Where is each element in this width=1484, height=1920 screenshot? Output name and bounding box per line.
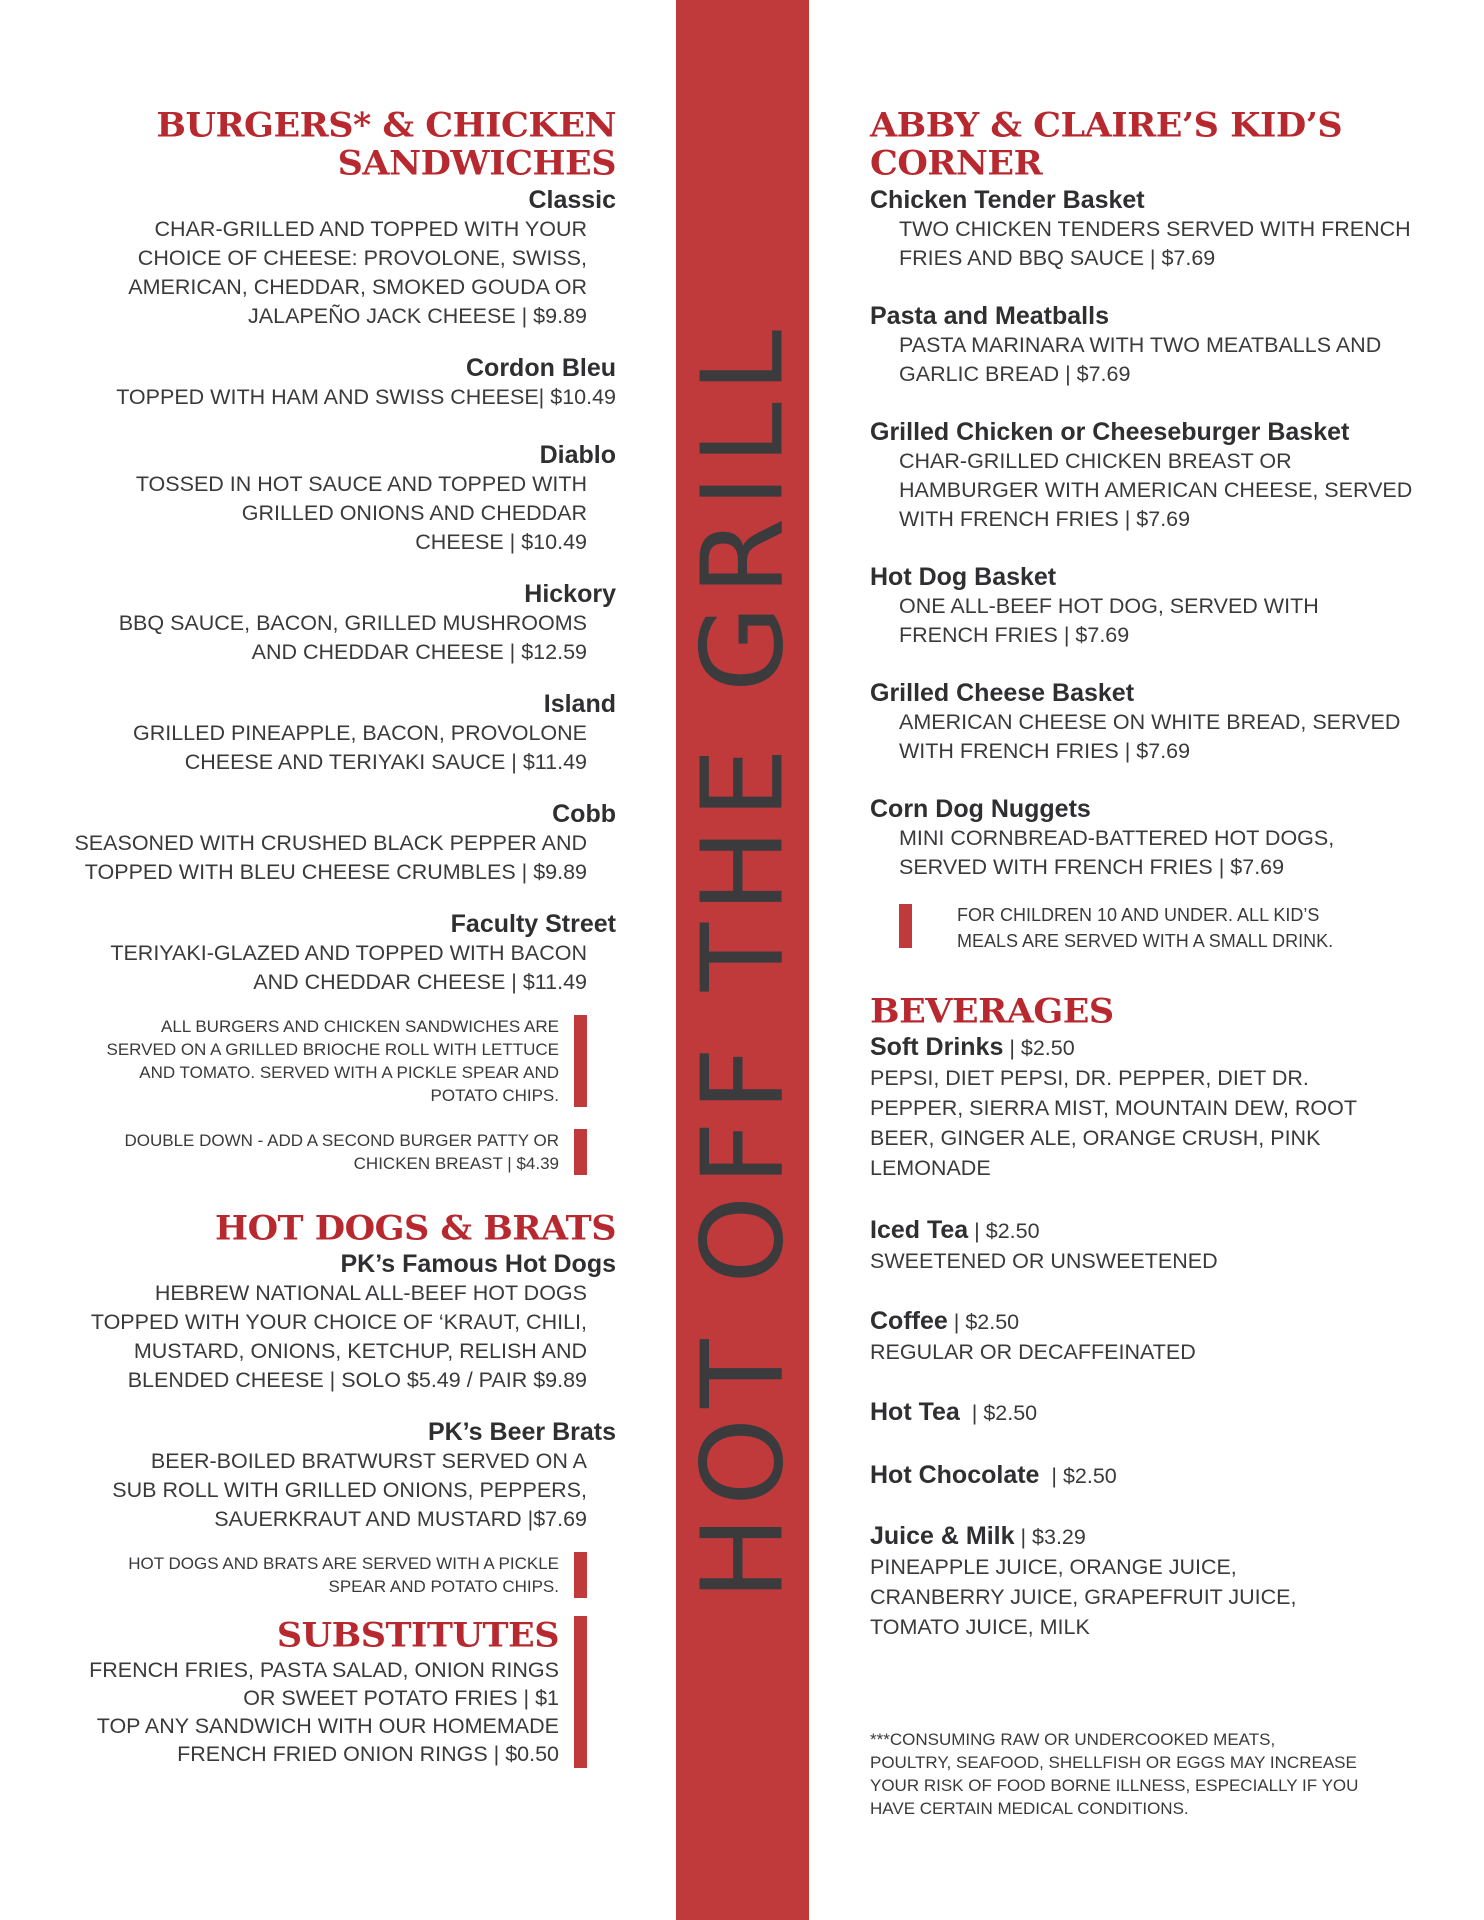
beverage-title (870, 1032, 1430, 1063)
item-name: Faculty Street (450, 910, 616, 938)
accent-bar (899, 904, 912, 948)
beverage-name: Juice & Milk (870, 1522, 1015, 1550)
beverage-iced-tea (870, 1215, 1430, 1276)
menu-item-diablo (60, 440, 616, 557)
desc-line: JALAPEÑO JACK CHEESE | $9.89 (248, 304, 587, 328)
item-name: Cordon Bleu (466, 354, 616, 382)
menu-item-cobb (60, 799, 616, 887)
beverage-title (870, 1460, 1430, 1491)
desc-line: FRIES AND BBQ SAUCE | $7.69 (899, 246, 1216, 270)
desc-line: AMERICAN, CHEDDAR, SMOKED GOUDA OR (128, 275, 587, 299)
note-line: DOUBLE DOWN - ADD A SECOND BURGER PATTY OR (124, 1131, 559, 1150)
substitutes-description (60, 1656, 559, 1768)
beverage-description (870, 1337, 1430, 1367)
disclaimer-line: YOUR RISK OF FOOD BORNE ILLNESS, ESPECIALLY IF YOU (870, 1776, 1359, 1795)
menu-item-classic (60, 185, 616, 331)
desc-line: BLENDED CHEESE | SOLO $5.49 / PAIR $9.89 (127, 1368, 587, 1392)
item-description (60, 609, 616, 667)
beverage-description (870, 1246, 1430, 1276)
desc-line: OR SWEET POTATO FRIES | $1 (243, 1686, 559, 1710)
desc-line: CHAR-GRILLED AND TOPPED WITH YOUR (154, 217, 587, 241)
desc-line: BBQ SAUCE, BACON, GRILLED MUSHROOMS (118, 611, 587, 635)
desc-line: TOMATO JUICE, MILK (870, 1615, 1090, 1639)
beverage-hot-tea (870, 1397, 1430, 1428)
note-line: FOR CHILDREN 10 AND UNDER. ALL KID’S (957, 905, 1320, 925)
item-description (60, 719, 616, 777)
desc-line: MINI CORNBREAD-BATTERED HOT DOGS, (899, 826, 1335, 850)
menu-item-faculty-street (60, 909, 616, 997)
desc-line: CHAR-GRILLED CHICKEN BREAST OR (899, 449, 1292, 473)
note-line: HOT DOGS AND BRATS ARE SERVED WITH A PICKLE (128, 1554, 559, 1573)
desc-line: SAUERKRAUT AND MUSTARD |$7.69 (214, 1507, 587, 1531)
item-name: Hickory (524, 580, 616, 608)
desc-line: BEER, GINGER ALE, ORANGE CRUSH, PINK (870, 1126, 1321, 1150)
item-description (60, 383, 616, 412)
item-description (870, 824, 1430, 882)
hotdogs-note (60, 1552, 587, 1598)
beverage-description (870, 1552, 1430, 1642)
desc-line: GRILLED PINEAPPLE, BACON, PROVOLONE (132, 721, 587, 745)
desc-line: CHEESE | $10.49 (415, 530, 587, 554)
desc-line: TWO CHICKEN TENDERS SERVED WITH FRENCH (899, 217, 1411, 241)
desc-line: AMERICAN CHEESE ON WHITE BREAD, SERVED (899, 710, 1401, 734)
menu-item-corn-dog-nuggets (870, 794, 1430, 882)
hotdogs-heading: HOT DOGS & BRATS (215, 1209, 616, 1248)
menu-item-hickory (60, 579, 616, 667)
banner-title: HOT OFF THE GRILL (677, 319, 808, 1601)
item-name: PK’s Beer Brats (427, 1418, 616, 1446)
beverage-title (870, 1306, 1430, 1337)
accent-bar (574, 1616, 587, 1768)
desc-line: SWEETENED OR UNSWEETENED (870, 1249, 1218, 1273)
note-line: ALL BURGERS AND CHICKEN SANDWICHES ARE (160, 1017, 559, 1036)
item-description (870, 592, 1430, 650)
desc-line: TOSSED IN HOT SAUCE AND TOPPED WITH (135, 472, 587, 496)
beverage-coffee (870, 1306, 1430, 1367)
desc-line: CHEESE AND TERIYAKI SAUCE | $11.49 (184, 750, 587, 774)
beverage-juice-and-milk (870, 1521, 1430, 1642)
item-name: Grilled Cheese Basket (870, 679, 1135, 707)
item-description (870, 708, 1430, 766)
note-line: MEALS ARE SERVED WITH A SMALL DRINK. (957, 931, 1334, 951)
menu-item-pasta-and-meatballs (870, 301, 1430, 389)
menu-item-pks-famous-hot-dogs (60, 1249, 616, 1395)
desc-line: TOPPED WITH BLEU CHEESE CRUMBLES | $9.89 (84, 860, 587, 884)
item-description (870, 331, 1430, 389)
health-disclaimer (870, 1728, 1430, 1820)
item-name: Pasta and Meatballs (870, 302, 1109, 330)
beverage-price: | $2.50 (1039, 1464, 1117, 1488)
menu-item-chicken-tender-basket (870, 185, 1430, 273)
double-down-note (60, 1129, 587, 1175)
desc-line: WITH FRENCH FRIES | $7.69 (899, 739, 1191, 763)
side-banner (676, 0, 809, 1920)
item-description (60, 829, 616, 887)
note-line: CHICKEN BREAST | $4.39 (353, 1154, 559, 1173)
item-name: Hot Dog Basket (870, 563, 1057, 591)
desc-line: REGULAR OR DECAFFEINATED (870, 1340, 1196, 1364)
item-name: Corn Dog Nuggets (870, 795, 1091, 823)
beverage-hot-chocolate (870, 1460, 1430, 1491)
beverage-name: Soft Drinks (870, 1033, 1004, 1061)
desc-line: PASTA MARINARA WITH TWO MEATBALLS AND (899, 333, 1382, 357)
menu-item-grilled-chicken-or-cheeseburger-basket (870, 417, 1430, 534)
desc-line: TOPPED WITH HAM AND SWISS CHEESE| $10.49 (116, 385, 616, 409)
beverage-name: Hot Tea (870, 1398, 960, 1426)
burgers-heading-line1: BURGERS* & CHICKEN (156, 106, 616, 145)
beverages-heading: BEVERAGES (870, 992, 1114, 1031)
beverage-price: | $2.50 (1003, 1036, 1075, 1060)
accent-bar (574, 1129, 587, 1175)
beverage-soft-drinks (870, 1032, 1430, 1183)
desc-line: AND CHEDDAR CHEESE | $12.59 (251, 640, 587, 664)
desc-line: AND CHEDDAR CHEESE | $11.49 (253, 970, 587, 994)
kids-note (899, 902, 1430, 954)
item-description (870, 447, 1430, 534)
desc-line: WITH FRENCH FRIES | $7.69 (899, 507, 1191, 531)
desc-line: CRANBERRY JUICE, GRAPEFRUIT JUICE, (870, 1585, 1297, 1609)
note-line: SERVED ON A GRILLED BRIOCHE ROLL WITH LETTUCE (106, 1040, 559, 1059)
accent-bar (574, 1015, 587, 1107)
note-line: POTATO CHIPS. (430, 1086, 559, 1105)
desc-line: PEPPER, SIERRA MIST, MOUNTAIN DEW, ROOT (870, 1096, 1357, 1120)
desc-line: BEER-BOILED BRATWURST SERVED ON A (150, 1449, 587, 1473)
menu-item-cordon-bleu (60, 353, 616, 412)
desc-line: PEPSI, DIET PEPSI, DR. PEPPER, DIET DR. (870, 1066, 1309, 1090)
desc-line: HAMBURGER WITH AMERICAN CHEESE, SERVED (899, 478, 1413, 502)
desc-line: HEBREW NATIONAL ALL-BEEF HOT DOGS (154, 1281, 587, 1305)
disclaimer-line: ***CONSUMING RAW OR UNDERCOOKED MEATS, (870, 1730, 1276, 1749)
desc-line: ONE ALL-BEEF HOT DOG, SERVED WITH (899, 594, 1319, 618)
right-column (870, 105, 1430, 1820)
item-description (60, 939, 616, 997)
kids-heading-line2: CORNER (870, 144, 1043, 183)
desc-line: LEMONADE (870, 1156, 991, 1180)
item-description (60, 470, 616, 557)
beverage-name: Iced Tea (870, 1216, 969, 1244)
beverage-description (870, 1063, 1430, 1183)
beverage-price: | $2.50 (947, 1310, 1020, 1334)
desc-line: SUB ROLL WITH GRILLED ONIONS, PEPPERS, (112, 1478, 587, 1502)
desc-line: SERVED WITH FRENCH FRIES | $7.69 (899, 855, 1285, 879)
item-name: Classic (528, 186, 616, 214)
desc-line: PINEAPPLE JUICE, ORANGE JUICE, (870, 1555, 1237, 1579)
item-description (870, 215, 1430, 273)
beverage-name: Coffee (870, 1307, 948, 1335)
desc-line: TOP ANY SANDWICH WITH OUR HOMEMADE (96, 1714, 559, 1738)
kids-heading-line1: ABBY & CLAIRE’S KID’S (870, 106, 1343, 145)
item-description (60, 1279, 616, 1395)
item-name: Grilled Chicken or Cheeseburger Basket (870, 418, 1350, 446)
beverage-price: | $3.29 (1014, 1525, 1086, 1549)
desc-line: TERIYAKI-GLAZED AND TOPPED WITH BACON (110, 941, 587, 965)
beverage-title (870, 1215, 1430, 1246)
burgers-heading-line2: SANDWICHES (337, 144, 616, 183)
kids-heading (870, 107, 1430, 183)
item-name: Cobb (552, 800, 616, 828)
menu-item-pks-beer-brats (60, 1417, 616, 1534)
disclaimer-line: POULTRY, SEAFOOD, SHELLFISH OR EGGS MAY INCREASE (870, 1753, 1357, 1772)
beverage-title (870, 1397, 1430, 1428)
desc-line: FRENCH FRIED ONION RINGS | $0.50 (177, 1742, 559, 1766)
item-name: Chicken Tender Basket (870, 186, 1145, 214)
note-line: AND TOMATO. SERVED WITH A PICKLE SPEAR AND (139, 1063, 559, 1082)
beverage-title (870, 1521, 1430, 1552)
beverage-name: Hot Chocolate (870, 1461, 1040, 1489)
desc-line: TOPPED WITH YOUR CHOICE OF ‘KRAUT, CHILI, (90, 1310, 587, 1334)
menu-item-grilled-cheese-basket (870, 678, 1430, 766)
beverage-price: | $2.50 (968, 1219, 1040, 1243)
item-name: PK’s Famous Hot Dogs (340, 1250, 616, 1278)
menu-item-hot-dog-basket (870, 562, 1430, 650)
item-name: Diablo (539, 441, 616, 469)
desc-line: SEASONED WITH CRUSHED BLACK PEPPER AND (74, 831, 587, 855)
left-column (60, 105, 616, 1768)
desc-line: GRILLED ONIONS AND CHEDDAR (241, 501, 587, 525)
desc-line: FRENCH FRIES, PASTA SALAD, ONION RINGS (89, 1658, 559, 1682)
item-description (60, 215, 616, 331)
disclaimer-line: HAVE CERTAIN MEDICAL CONDITIONS. (870, 1799, 1189, 1818)
substitutes-block (60, 1616, 587, 1768)
accent-bar (574, 1552, 587, 1598)
burgers-heading (60, 107, 616, 183)
desc-line: GARLIC BREAD | $7.69 (899, 362, 1131, 386)
item-name: Island (543, 690, 616, 718)
item-description (60, 1447, 616, 1534)
menu-item-island (60, 689, 616, 777)
desc-line: FRENCH FRIES | $7.69 (899, 623, 1130, 647)
desc-line: MUSTARD, ONIONS, KETCHUP, RELISH AND (133, 1339, 587, 1363)
beverage-price: | $2.50 (959, 1401, 1038, 1425)
burgers-note (60, 1015, 587, 1107)
note-line: SPEAR AND POTATO CHIPS. (328, 1577, 559, 1596)
substitutes-heading: SUBSTITUTES (276, 1616, 559, 1655)
desc-line: CHOICE OF CHEESE: PROVOLONE, SWISS, (137, 246, 587, 270)
